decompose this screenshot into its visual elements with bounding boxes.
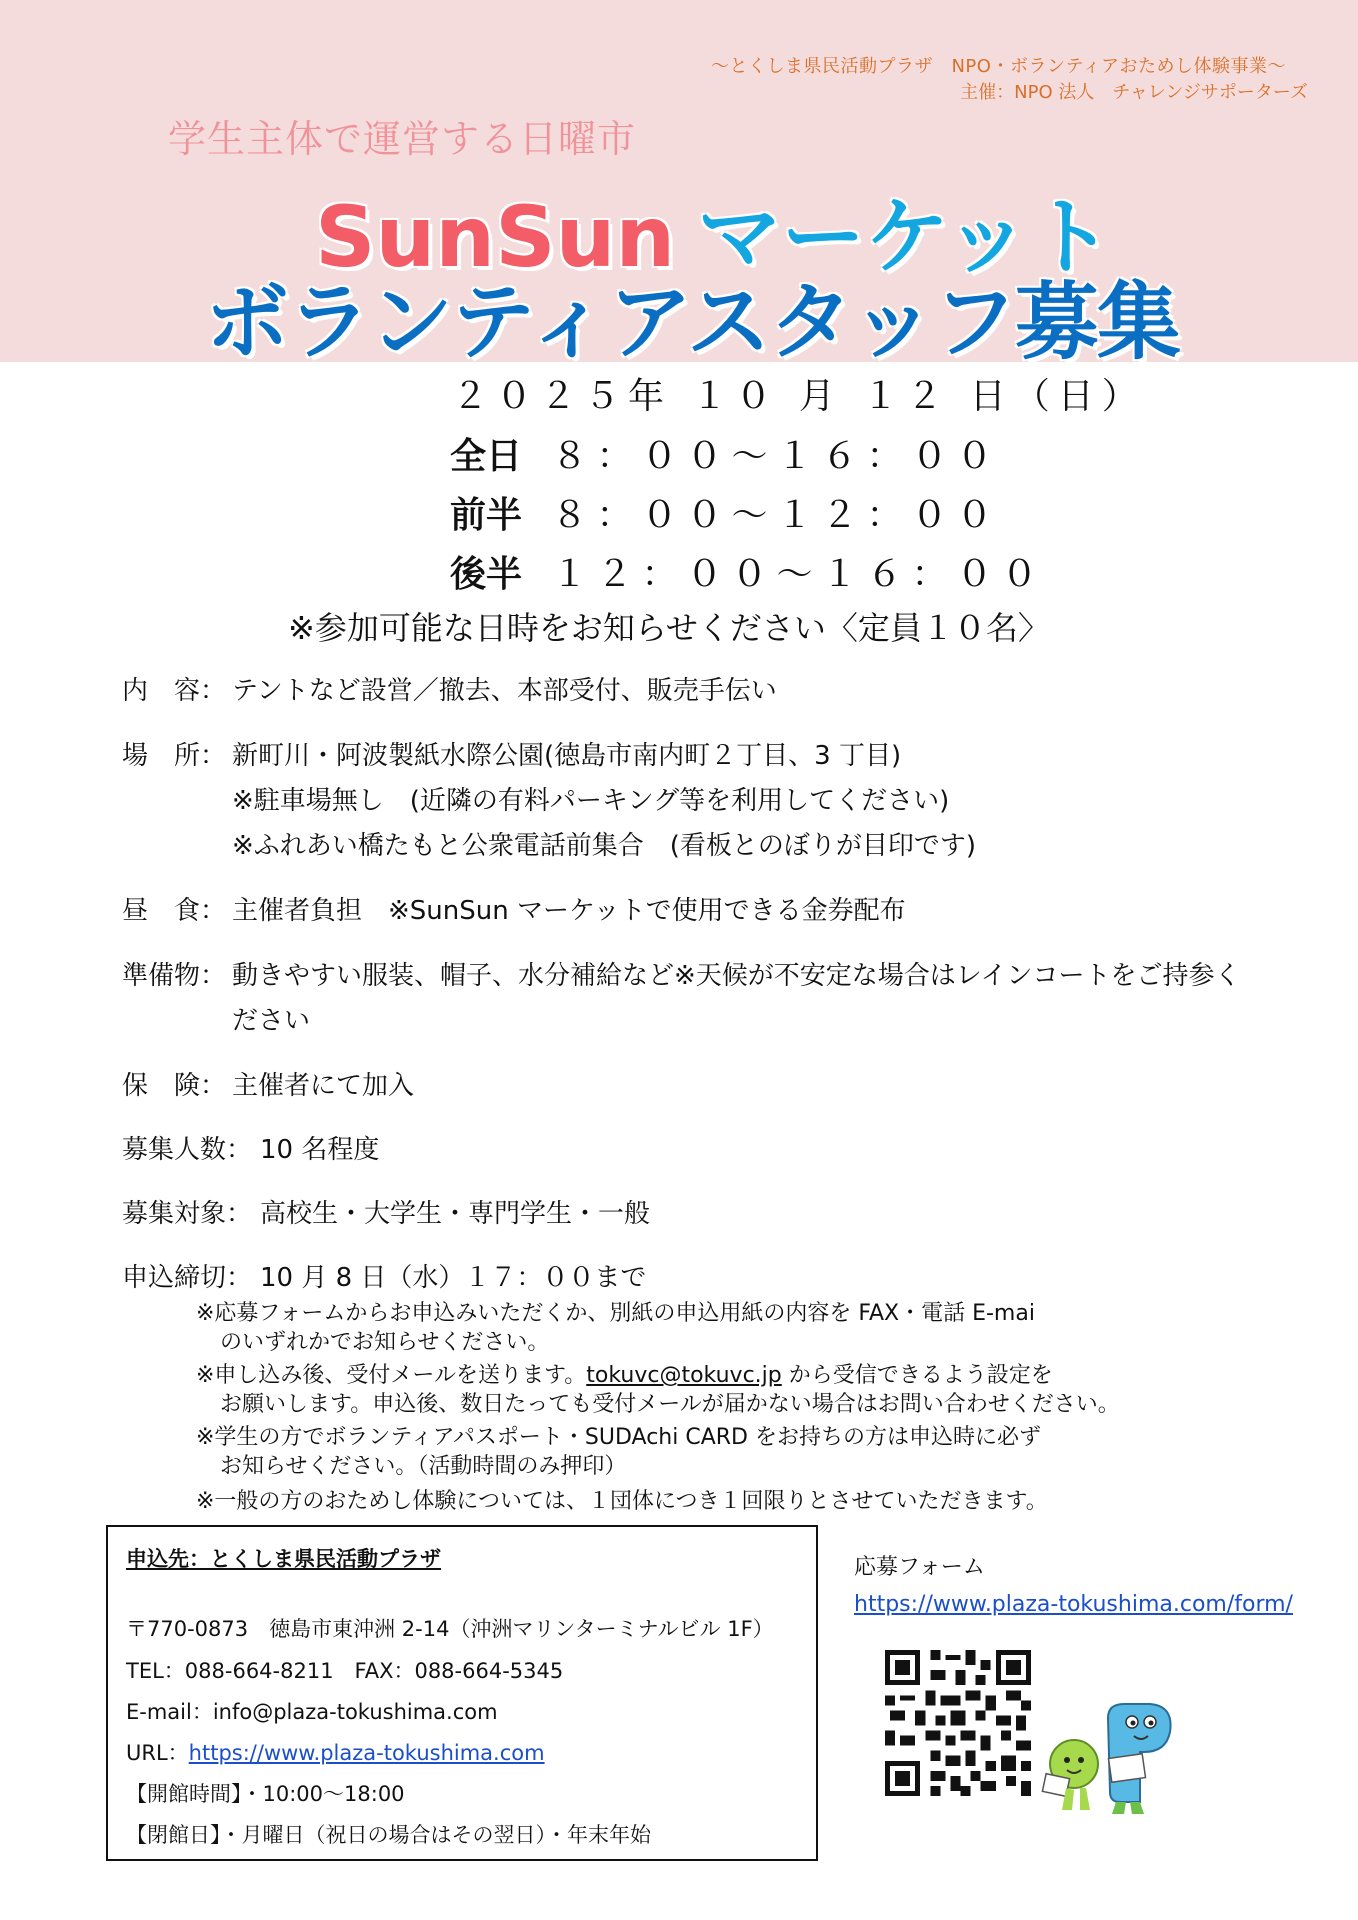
contact-email-link[interactable]: tokuvc@tokuvc.jp [586, 1363, 782, 1388]
note-student-passport-cont: お知らせください。（活動時間のみ押印） [220, 1454, 627, 1479]
detail-value: 動きやすい服装、帽子、水分補給など※天候が不安定な場合はレインコートをご持参く [232, 961, 1241, 991]
detail-key: 準備物： [122, 961, 227, 991]
time-row-second-half [450, 546, 1046, 597]
time-label: 後半 [450, 554, 523, 595]
preparation-continued: ださい [232, 1006, 311, 1036]
mascot-character-icon [1040, 1698, 1180, 1818]
place-note-meeting: ※ふれあい橋たもと公衆電話前集合 (看板とのぼりが目印です) [232, 831, 977, 861]
title-sunsun: SunSun [315, 188, 676, 286]
header-banner [0, 0, 1358, 371]
website-link[interactable]: https://www.plaza-tokushima.com [188, 1741, 545, 1765]
detail-key: 募集人数： [122, 1135, 253, 1165]
detail-target [122, 1193, 650, 1230]
detail-key: 申込締切： [122, 1263, 253, 1293]
detail-value: 高校生・大学生・専門学生・一般 [260, 1199, 651, 1229]
subtitle: 学生主体で運営する日曜市 [168, 117, 637, 161]
main-title-line-2: ボランティアスタッフ募集 [205, 273, 1179, 371]
detail-key: 内 容： [122, 676, 227, 706]
detail-preparation [122, 955, 1241, 992]
place-note-parking: ※駐車場無し (近隣の有料パーキング等を利用してください) [232, 786, 950, 816]
capacity-notice: ※参加可能な日時をお知らせください〈定員１０名〉 [288, 609, 1050, 647]
contact-title: 申込先：とくしま県民活動プラザ [126, 1547, 441, 1571]
note-application-method: ※応募フォームからお申込みいただくか、別紙の申込用紙の内容を FAX・電話 E-mai [196, 1301, 1035, 1326]
time-value: １２：００～１６：００ [551, 554, 1047, 595]
time-label: 全日 [450, 436, 523, 477]
time-value: ８：００～１２：００ [551, 495, 1002, 536]
detail-deadline [122, 1257, 646, 1294]
qr-code-icon[interactable] [885, 1650, 1031, 1796]
event-date: ２０２５年 １０ 月 １２ 日（日） [452, 376, 1146, 417]
detail-key: 募集対象： [122, 1199, 253, 1229]
detail-place [122, 735, 901, 772]
note-student-passport: ※学生の方でボランティアパスポート・SUDAchi CARD をお持ちの方は申込時に必ず [196, 1425, 1041, 1450]
detail-key: 昼 食： [122, 896, 227, 926]
detail-lunch [122, 890, 906, 927]
organizer-line-1: ～とくしま県民活動プラザ NPO・ボランティアおためし体験事業～ [710, 56, 1286, 77]
contact-email: E-mail：info@plaza-tokushima.com [126, 1700, 498, 1724]
contact-tel-fax: TEL：088-664-8211 FAX：088-664-5345 [126, 1659, 564, 1683]
detail-key: 場 所： [122, 741, 227, 771]
detail-value: 主催者負担 ※SunSun マーケットで使用できる金券配布 [232, 896, 906, 926]
time-row-first-half [450, 487, 1001, 538]
detail-count [122, 1129, 379, 1166]
detail-content [122, 670, 777, 707]
organizer-line-2: 主催：NPO 法人 チャレンジサポーターズ [960, 82, 1308, 103]
note-text: から受信できるよう設定を [781, 1363, 1053, 1388]
closed-days: 【閉館日】・月曜日（祝日の場合はその翌日）・年末年始 [126, 1823, 651, 1847]
detail-key: 保 険： [122, 1071, 227, 1101]
note-text: ※申し込み後、受付メールを送ります。 [196, 1363, 587, 1388]
detail-value: 10 月 8 日（水）１７：００まで [260, 1263, 647, 1293]
contact-address: 〒770-0873 徳島市東沖洲 2-14（沖洲マリンターミナルビル 1F） [126, 1617, 774, 1641]
contact-url-row [126, 1737, 545, 1767]
detail-value: 主催者にて加入 [232, 1071, 415, 1101]
time-row-full [450, 428, 1001, 479]
note-one-time-limit: ※一般の方のおためし体験については、１団体につき１回限りとさせていただきます。 [196, 1489, 1048, 1514]
time-value: ８：００～１６：００ [551, 436, 1002, 477]
detail-value: 新町川・阿波製紙水際公園(徳島市南内町２丁目、3 丁目) [232, 741, 902, 771]
detail-value: テントなど設営／撤去、本部受付、販売手伝い [232, 676, 777, 706]
form-url-link[interactable]: https://www.plaza-tokushima.com/form/ [854, 1592, 1293, 1617]
url-label: URL： [126, 1741, 189, 1765]
detail-insurance [122, 1065, 414, 1102]
note-application-method-cont: のいずれかでお知らせください。 [220, 1330, 550, 1355]
title-market: マーケット [697, 188, 1114, 286]
opening-hours: 【開館時間】・10:00～18:00 [126, 1782, 405, 1806]
note-confirmation-mail [196, 1358, 1053, 1389]
contact-box [106, 1525, 818, 1861]
time-label: 前半 [450, 495, 523, 536]
form-label: 応募フォーム [854, 1555, 985, 1580]
note-confirmation-mail-cont: お願いします。申込後、数日たっても受付メールが届かない場合はお問い合わせください。 [220, 1392, 1120, 1417]
detail-value: 10 名程度 [260, 1135, 380, 1165]
